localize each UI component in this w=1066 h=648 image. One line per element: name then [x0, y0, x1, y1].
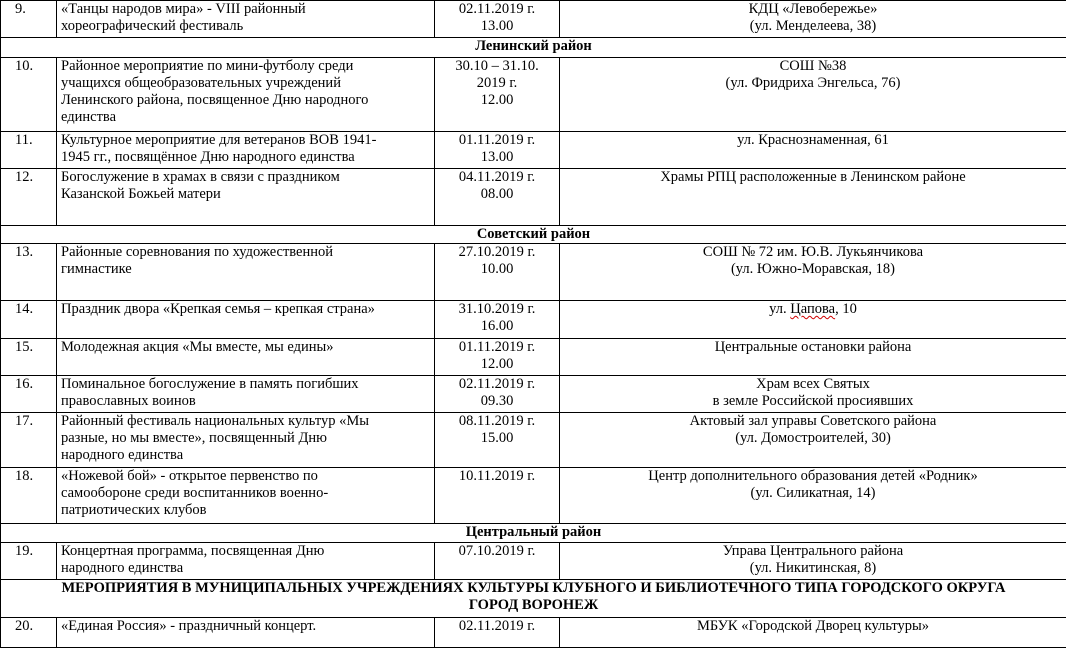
event-date: 30.10 – 31.10. 2019 г. 12.00: [435, 58, 560, 132]
event-date: 27.10.2019 г. 10.00: [435, 244, 560, 301]
event-date: 08.11.2019 г. 15.00: [435, 413, 560, 468]
event-place: Актовый зал управы Советского района (ул. Домостроителей, 30): [560, 413, 1066, 468]
event-title: Районный фестиваль национальных культур «Мы разные, но мы вместе», посвященный Дню народного единства: [57, 413, 435, 468]
event-place: Храм всех Святых в земле Российской просиявших: [560, 376, 1066, 413]
district-header-row: [1, 226, 1066, 244]
row-number: 19.: [1, 543, 57, 580]
row-number: 15.: [1, 339, 57, 376]
event-place: СОШ № 72 им. Ю.В. Лукьянчикова (ул. Южно-Моравская, 18): [560, 244, 1066, 301]
event-date: 04.11.2019 г. 08.00: [435, 169, 560, 226]
event-title: Богослужение в храмах в связи с праздником Казанской Божьей матери: [57, 169, 435, 226]
row-number: 12.: [1, 169, 57, 226]
district-heading: Ленинский район: [1, 38, 1066, 58]
event-date: 01.11.2019 г. 13.00: [435, 132, 560, 169]
event-title: Районное мероприятие по мини-футболу среди учащихся общеобразовательных учреждений Ленинского района, посвященное Дню народного единства: [57, 58, 435, 132]
section-heading: МЕРОПРИЯТИЯ В МУНИЦИПАЛЬНЫХ УЧРЕЖДЕНИЯХ КУЛЬТУРЫ КЛУБНОГО И БИБЛИОТЕЧНОГО ТИПА ГОРОДСКОГО ОКРУГА ГОРОД ВОРОНЕЖ: [1, 580, 1066, 618]
table-row: [1, 618, 1066, 648]
row-number: 16.: [1, 376, 57, 413]
event-date: 02.11.2019 г. 13.00: [435, 1, 560, 38]
table-row: [1, 413, 1066, 468]
table-row: [1, 339, 1066, 376]
row-number: 14.: [1, 301, 57, 339]
event-date: 07.10.2019 г.: [435, 543, 560, 580]
event-date: 02.11.2019 г.: [435, 618, 560, 648]
table-row: [1, 58, 1066, 132]
event-place: Управа Центрального района (ул. Никитинская, 8): [560, 543, 1066, 580]
event-date: 10.11.2019 г.: [435, 468, 560, 524]
event-title: Культурное мероприятие для ветеранов ВОВ 1941- 1945 гг., посвящённое Дню народного единства: [57, 132, 435, 169]
event-place: КДЦ «Левобережье» (ул. Менделеева, 38): [560, 1, 1066, 38]
event-title: «Ножевой бой» - открытое первенство по самообороне среди воспитанников военно- патриотических клубов: [57, 468, 435, 524]
table-row: [1, 543, 1066, 580]
event-title: Концертная программа, посвященная Дню народного единства: [57, 543, 435, 580]
event-title: Районные соревнования по художественной гимнастике: [57, 244, 435, 301]
table-row: [1, 132, 1066, 169]
district-heading: Центральный район: [1, 524, 1066, 543]
district-header-row: [1, 524, 1066, 543]
row-number: 10.: [1, 58, 57, 132]
event-title: Поминальное богослужение в память погибших православных воинов: [57, 376, 435, 413]
row-number: 9.: [1, 1, 57, 38]
table-row: [1, 468, 1066, 524]
event-place: СОШ №38 (ул. Фридриха Энгельса, 76): [560, 58, 1066, 132]
table-row: [1, 244, 1066, 301]
event-title: «Единая Россия» - праздничный концерт.: [57, 618, 435, 648]
event-place: Храмы РПЦ расположенные в Ленинском районе: [560, 169, 1066, 226]
event-place: МБУК «Городской Дворец культуры»: [560, 618, 1066, 648]
event-title: Молодежная акция «Мы вместе, мы едины»: [57, 339, 435, 376]
event-date: 31.10.2019 г. 16.00: [435, 301, 560, 339]
event-date: 01.11.2019 г. 12.00: [435, 339, 560, 376]
event-title: «Танцы народов мира» - VIII районный хореографический фестиваль: [57, 1, 435, 38]
table-row: [1, 1, 1066, 38]
spellcheck-marked-word: Цапова: [790, 301, 835, 317]
event-place: ул. Цапова, 10: [560, 301, 1066, 339]
row-number: 20.: [1, 618, 57, 648]
row-number: 18.: [1, 468, 57, 524]
table-row: [1, 376, 1066, 413]
section-header-row: [1, 580, 1066, 618]
event-title: Праздник двора «Крепкая семья – крепкая страна»: [57, 301, 435, 339]
event-date: 02.11.2019 г. 09.30: [435, 376, 560, 413]
event-place: ул. Краснознаменная, 61: [560, 132, 1066, 169]
row-number: 11.: [1, 132, 57, 169]
event-place: Центр дополнительного образования детей «Родник» (ул. Силикатная, 14): [560, 468, 1066, 524]
table-row: [1, 169, 1066, 226]
row-number: 13.: [1, 244, 57, 301]
row-number: 17.: [1, 413, 57, 468]
event-place: Центральные остановки района: [560, 339, 1066, 376]
district-heading: Советский район: [1, 226, 1066, 244]
district-header-row: [1, 38, 1066, 58]
table-row: [1, 301, 1066, 339]
